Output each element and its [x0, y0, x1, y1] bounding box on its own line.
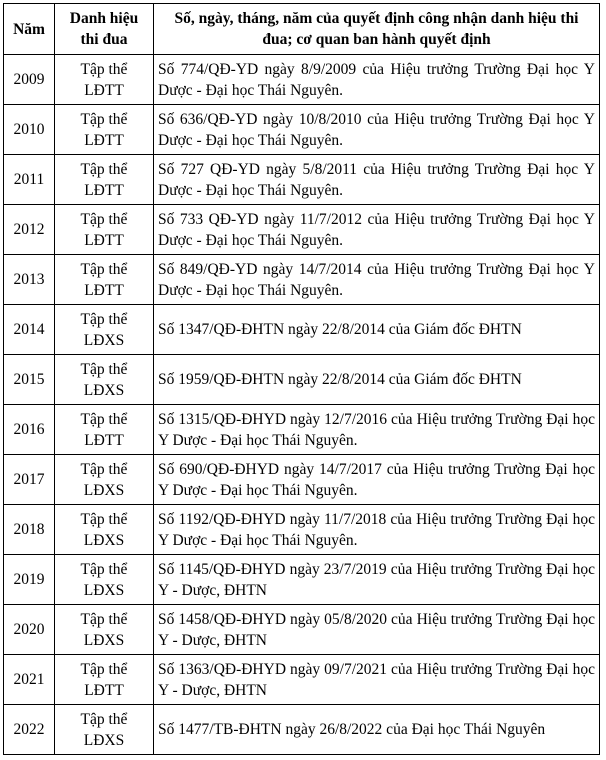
- table-header: [4, 4, 600, 55]
- cell-decision: Số 774/QĐ-YD ngày 8/9/2009 của Hiệu trưởng Trường Đại học Y Dược - Đại học Thái Nguyên.: [154, 55, 600, 105]
- cell-decision: Số 1458/QĐ-ĐHYD ngày 05/8/2020 của Hiệu trưởng Trường Đại học Y - Dược, ĐHTN: [154, 605, 600, 655]
- cell-decision: Số 727 QĐ-YD ngày 5/8/2011 của Hiệu trưởng Trường Đại học Y Dược - Đại học Thái Nguyên.: [154, 155, 600, 205]
- cell-decision: Số 733 QĐ-YD ngày 11/7/2012 của Hiệu trưởng Trường Đại học Y Dược - Đại học Thái Nguyên.: [154, 205, 600, 255]
- cell-decision: Số 849/QĐ-YD ngày 14/7/2014 của Hiệu trưởng Trường Đại học Y Dược - Đại học Thái Nguyên.: [154, 255, 600, 305]
- header-year: Năm: [4, 4, 55, 55]
- cell-title: Tập thể LĐXS: [55, 305, 154, 355]
- cell-decision: Số 1347/QĐ-ĐHTN ngày 22/8/2014 của Giám đốc ĐHTN: [154, 305, 600, 355]
- cell-title: Tập thể LĐXS: [55, 605, 154, 655]
- cell-year: 2012: [4, 205, 55, 255]
- cell-year: 2009: [4, 55, 55, 105]
- cell-year: 2019: [4, 555, 55, 605]
- cell-year: 2015: [4, 355, 55, 405]
- cell-title: Tập thể LĐTT: [55, 105, 154, 155]
- table-row: [4, 105, 600, 155]
- cell-title: Tập thể LĐTT: [55, 155, 154, 205]
- table-row: [4, 555, 600, 605]
- table-row: [4, 155, 600, 205]
- table-row: [4, 505, 600, 555]
- cell-title: Tập thể LĐTT: [55, 205, 154, 255]
- cell-decision: Số 1477/TB-ĐHTN ngày 26/8/2022 của Đại học Thái Nguyên: [154, 705, 600, 755]
- header-decision: Số, ngày, tháng, năm của quyết định công nhận danh hiệu thi đua; cơ quan ban hành quyết định: [154, 4, 600, 55]
- cell-decision: Số 1145/QĐ-ĐHYD ngày 23/7/2019 của Hiệu trưởng Trường Đại học Y - Dược, ĐHTN: [154, 555, 600, 605]
- cell-decision: Số 690/QĐ-ĐHYD ngày 14/7/2017 của Hiệu trưởng Trường Đại học Y Dược - Đại học Thái Nguyên.: [154, 455, 600, 505]
- table-row: [4, 655, 600, 705]
- cell-year: 2021: [4, 655, 55, 705]
- table-row: [4, 405, 600, 455]
- cell-title: Tập thể LĐXS: [55, 705, 154, 755]
- table-body: [4, 55, 600, 755]
- table-row: [4, 705, 600, 755]
- cell-decision: Số 1315/QĐ-ĐHYD ngày 12/7/2016 của Hiệu trưởng Trường Đại học Y Dược - Đại học Thái Nguyên.: [154, 405, 600, 455]
- cell-title: Tập thể LĐXS: [55, 455, 154, 505]
- cell-title: Tập thể LĐXS: [55, 555, 154, 605]
- cell-title: Tập thể LĐXS: [55, 505, 154, 555]
- table-row: [4, 355, 600, 405]
- cell-title: Tập thể LĐTT: [55, 255, 154, 305]
- cell-title: Tập thể LĐTT: [55, 655, 154, 705]
- table-row: [4, 55, 600, 105]
- cell-year: 2013: [4, 255, 55, 305]
- cell-decision: Số 636/QĐ-YD ngày 10/8/2010 của Hiệu trưởng Trường Đại học Y Dược - Đại học Thái Nguyên.: [154, 105, 600, 155]
- table-row: [4, 455, 600, 505]
- cell-year: 2010: [4, 105, 55, 155]
- cell-year: 2011: [4, 155, 55, 205]
- cell-year: 2017: [4, 455, 55, 505]
- cell-year: 2016: [4, 405, 55, 455]
- cell-title: Tập thể LĐTT: [55, 405, 154, 455]
- award-table: [3, 3, 600, 755]
- cell-year: 2018: [4, 505, 55, 555]
- cell-year: 2022: [4, 705, 55, 755]
- table-row: [4, 205, 600, 255]
- cell-title: Tập thể LĐXS: [55, 355, 154, 405]
- table-row: [4, 255, 600, 305]
- header-row: [4, 4, 600, 55]
- table-row: [4, 305, 600, 355]
- cell-year: 2020: [4, 605, 55, 655]
- cell-decision: Số 1192/QĐ-ĐHYD ngày 11/7/2018 của Hiệu trưởng Trường Đại học Y Dược - Đại học Thái Nguyên.: [154, 505, 600, 555]
- table-row: [4, 605, 600, 655]
- cell-decision: Số 1959/QĐ-ĐHTN ngày 22/8/2014 của Giám đốc ĐHTN: [154, 355, 600, 405]
- cell-title: Tập thể LĐTT: [55, 55, 154, 105]
- cell-decision: Số 1363/QĐ-ĐHYD ngày 09/7/2021 của Hiệu trưởng Trường Đại học Y - Dược, ĐHTN: [154, 655, 600, 705]
- cell-year: 2014: [4, 305, 55, 355]
- header-title: Danh hiệu thi đua: [55, 4, 154, 55]
